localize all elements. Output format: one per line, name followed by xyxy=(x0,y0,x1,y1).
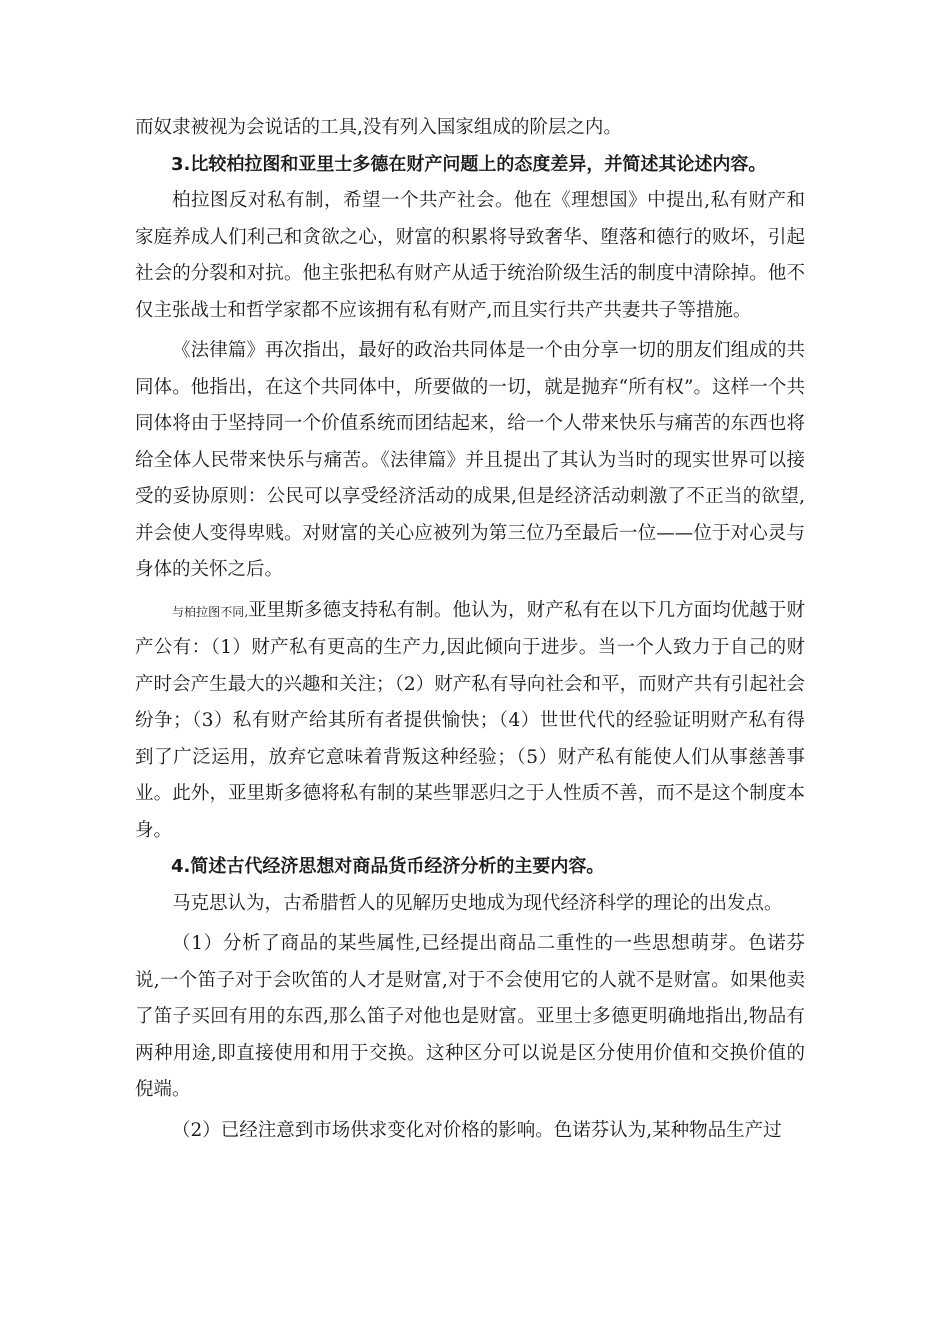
paragraph-aristotle-lead: 与柏拉图不同, xyxy=(172,604,249,619)
paragraph-plato-republic: 柏拉图反对私有制，希望一个共产社会。他在《理想国》中提出,私有财产和家庭养成人们利己和贪欲之心，财富的积累将导致奢华、堕落和德行的败坏，引起社会的分裂和对抗。他主张把私有财产从适于统治阶级生活的制度中清除掉。他不仅主张战士和哲学家都不应该拥有私有财产,而且实行共产共妻共子等措施。 xyxy=(135,190,805,321)
paragraph-point-2: （2）已经注意到市场供求变化对价格的影响。色诺芬认为,某种物品生产过 xyxy=(172,1119,782,1141)
paragraph-point-1: （1）分析了商品的某些属性,已经提出商品二重性的一些思想萌芽。色诺芬说,一个笛子对于会吹笛的人才是财富,对于不会使用它的人就不是财富。如果他卖了笛子买回有用的东西,那么笛子对他也是财富。亚里士多德更明确地指出,物品有两种用途,即直接使用和用于交换。这种区分可以说是区分使用价值和交换价值的倪端。 xyxy=(135,933,805,1100)
paragraph-aristotle-text: 亚里斯多德支持私有制。他认为，财产私有在以下几方面均优越于财产公有：（1）财产私有更高的生产力,因此倾向于进步。当一个人致力于自己的财产时会产生最大的兴趣和关注；（2）财产私有导向社会和平，而财产共有引起社会纷争；（3）私有财产给其所有者提供愉快；（4）世世代代的经验证明财产私有得到了广泛运用，放弃它意味着背叛这种经验；（5）财产私有能使人们从事慈善事业。此外，亚里斯多德将私有制的某些罪恶归之于人性质不善，而不是这个制度本身。 xyxy=(135,599,805,841)
question-3-heading: 3.比较柏拉图和亚里士多德在财产问题上的态度差异，并简述其论述内容。 xyxy=(171,153,767,175)
paragraph-plato-laws: 《法律篇》再次指出，最好的政治共同体是一个由分享一切的朋友们组成的共同体。他指出，在这个共同体中，所要做的一切，就是抛弃“所有权”。这样一个共同体将由于坚持同一个价值系统而团结起来，给一个人带来快乐与痛苦的东西也将给全体人民带来快乐与痛苦。《法律篇》并且提出了其认为当时的现实世界可以接受的妥协原则：公民可以享受经济活动的成果,但是经济活动刺激了不正当的欲望,并会使人变得卑贱。对财富的关心应被列为第三位乃至最后一位——位于对心灵与身体的关怀之后。 xyxy=(135,340,805,580)
paragraph-marx: 马克思认为，古希腊哲人的见解历史地成为现代经济科学的理论的出发点。 xyxy=(172,892,783,914)
question-4-heading: 4.简述古代经济思想对商品货币经济分析的主要内容。 xyxy=(171,856,605,877)
document-body xyxy=(135,110,805,1149)
paragraph-aristotle xyxy=(135,593,805,850)
paragraph-continued: 而奴隶被视为会说话的工具,没有列入国家组成的阶层之内。 xyxy=(135,117,622,138)
